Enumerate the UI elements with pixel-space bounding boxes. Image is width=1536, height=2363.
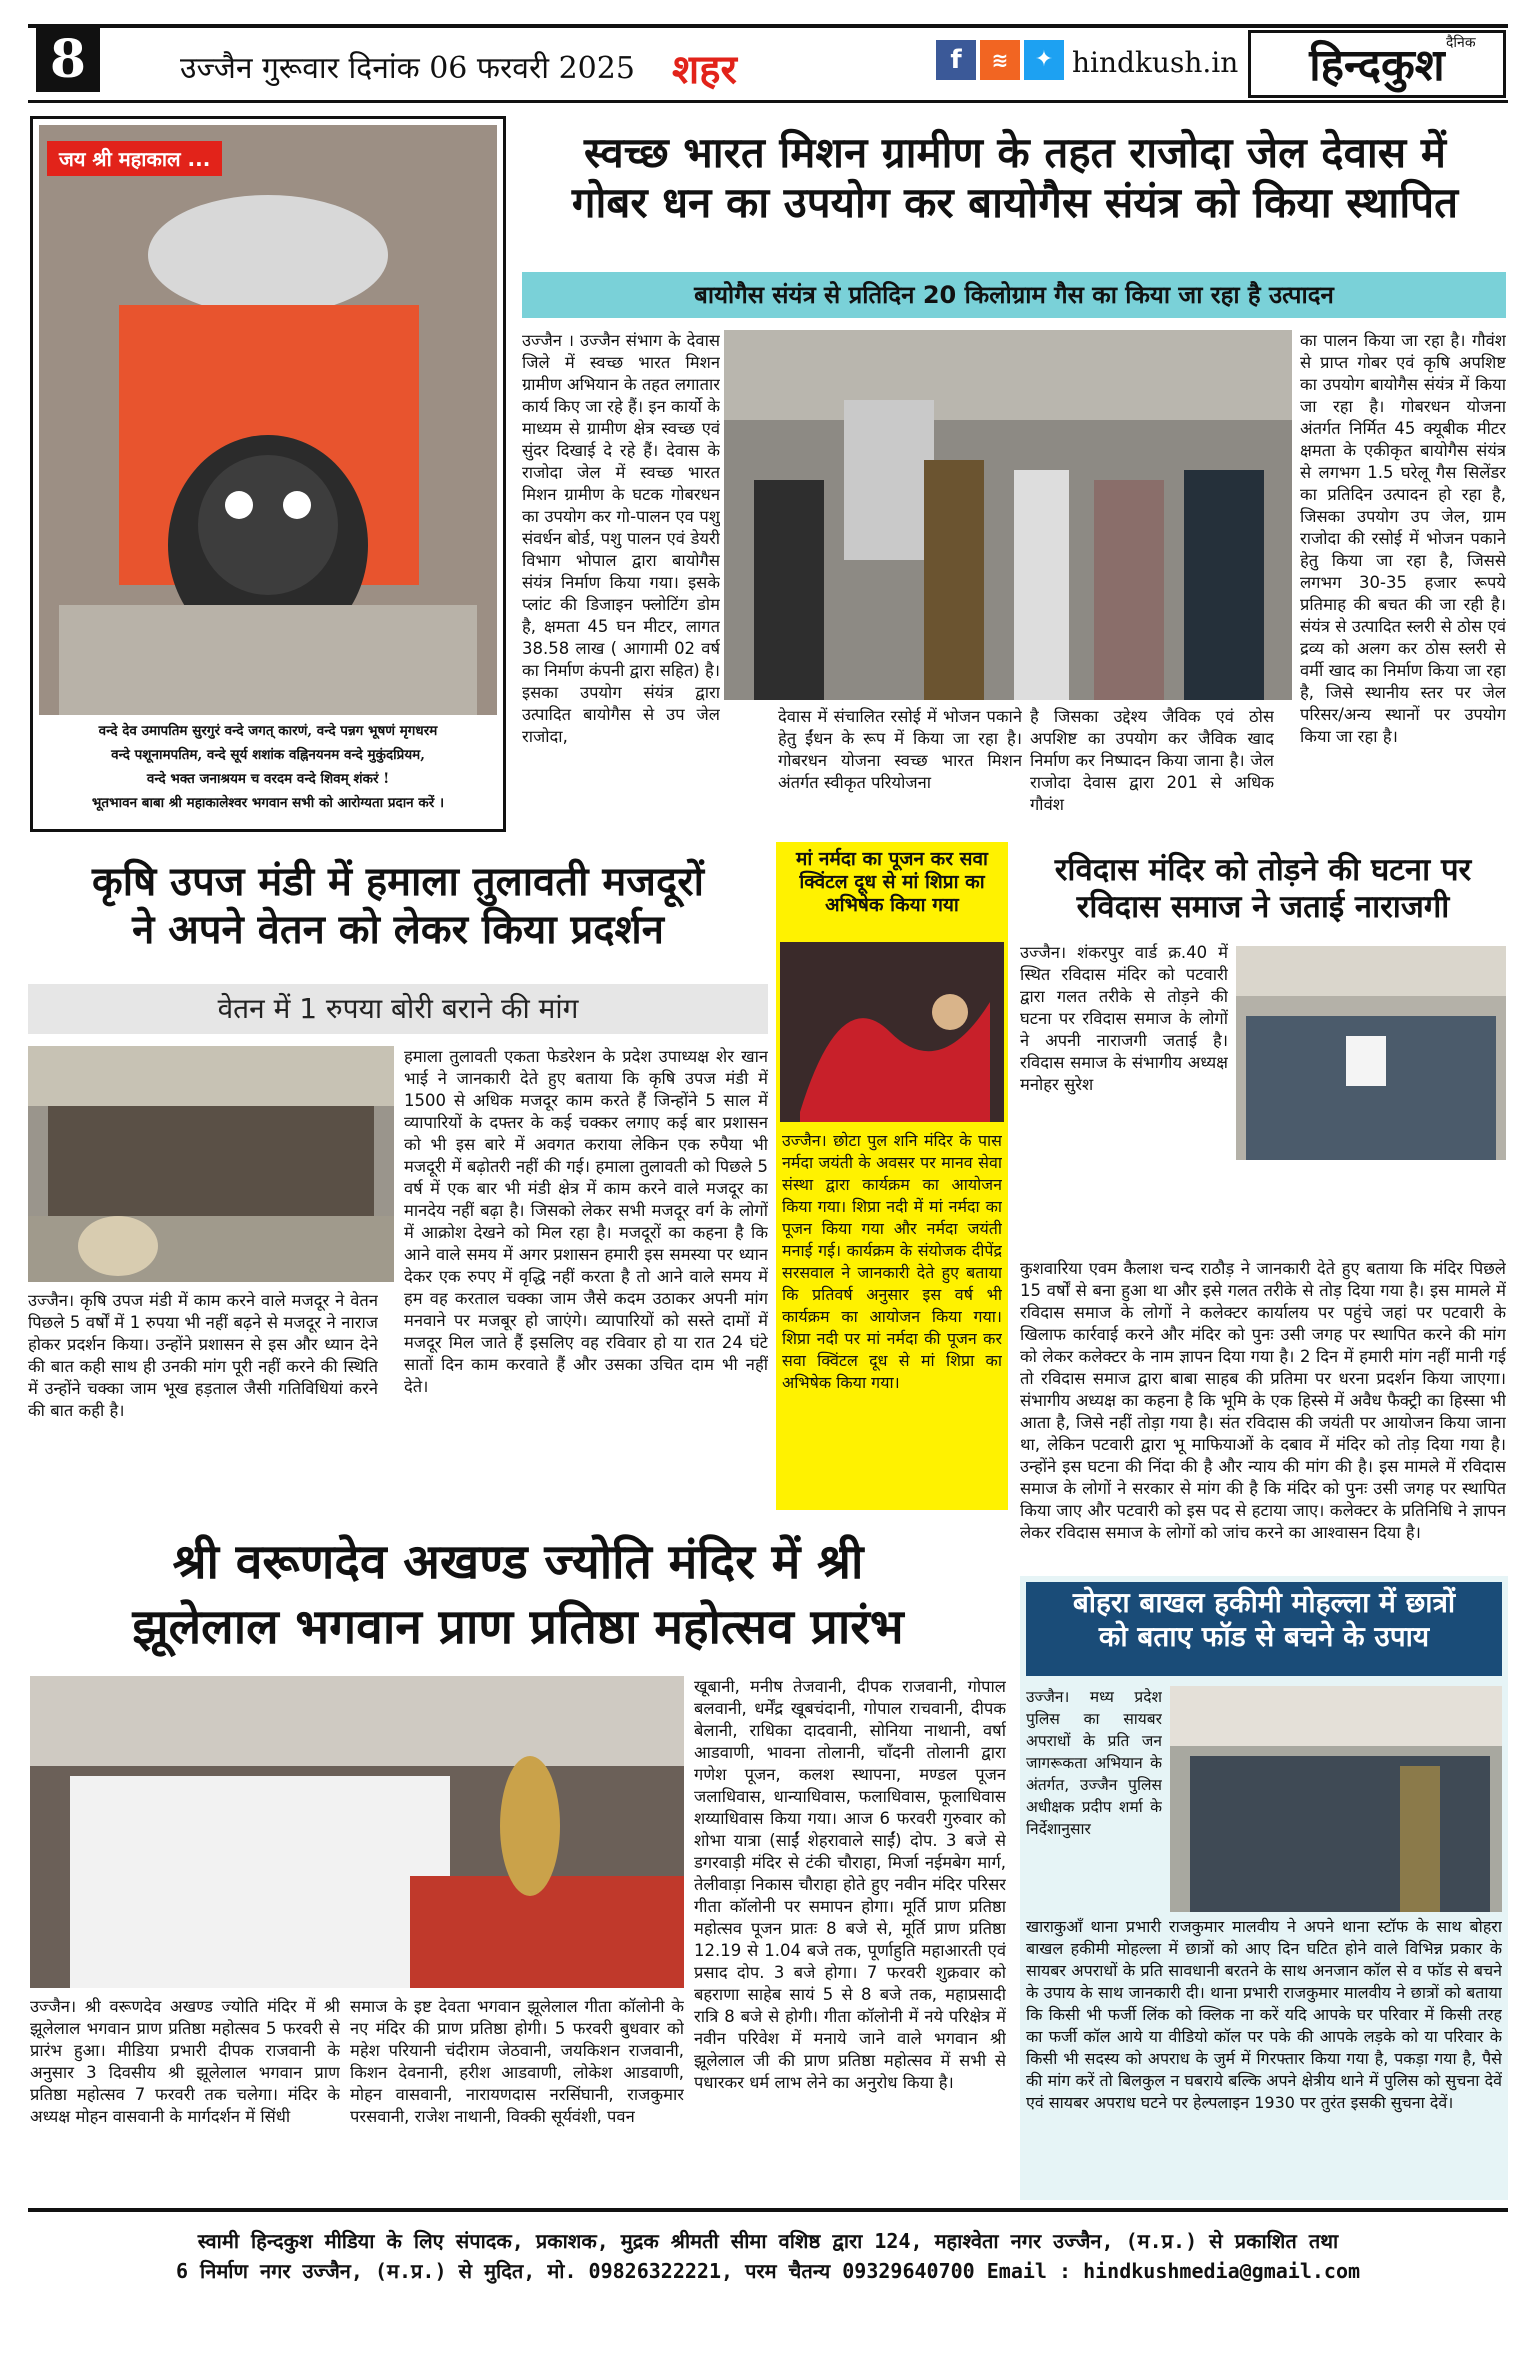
biogas-subhead: बायोगैस संयंत्र से प्रतिदिन 20 किलोग्राम गैस का किया जा रहा है उत्पादन (522, 272, 1506, 318)
imprint-line: 6 निर्माण नगर उज्जैन, (म.प्र.) से मुदित, मो. 09826322221, परम चैतन्य 09329640700 Email : hindkushmedia@gmail.com (175, 2259, 1361, 2283)
biogas-headline (520, 128, 1510, 229)
headline-line: झूलेलाल भगवान प्राण प्रतिष्ठा महोत्सव प्रारंभ (132, 1598, 904, 1655)
twitter-icon[interactable]: ✦ (1024, 40, 1064, 80)
biogas-col-4: का पालन किया जा रहा है। गौवंश से प्राप्त गोबर एवं कृषि अपशिष्ट का उपयोग बायोगैस संयंत्र में किया जा रहा है। गोबरधन योजना अंतर्गत निर्मित 45 क्यूबीक मीटर क्षमता के एकीकृत बायोगैस संयंत्र से लगभग 1.5 घरेलू गैस सिलेंडर का प्रतिदिन उत्पादन हो रहा है, जिसका उपयोग उप जेल, ग्राम राजोदा की रसोई में भोजन पकाने हेतु किया जा रहा है, जिससे लगभग 30-35 हजार रूपये प्रतिमाह की बचत की जा रही है। संयंत्र से उत्पादित स्लरी से ठोस एवं द्रव्य को अलग कर ठोस स्लरी से वर्मी खाद का निर्माण किया जा रहा है, जिसे स्थानीय स्तर पर जेल परिसर/अन्य स्थानों पर उपयोग किया जा रहा है। (1300, 331, 1506, 746)
biogas-col-3: है जिसका उद्देश्य जैविक एवं ठोस अपशिष्ट का उपयोग कर जैविक खाद निर्माण कर निष्पादन किया जाना है। जेल राजोदा देवास द्वारा 201 से अधिक गौवंश (1030, 707, 1274, 814)
mahakal-photo (39, 125, 497, 715)
bohra-box (1020, 1576, 1508, 2200)
bohra-body-bottom: खाराकुआँ थाना प्रभारी राजकुमार मालवीय ने अपने थाना स्टॉफ के साथ बोहरा बाखल हकीमी मोहल्ला में छात्रों को आए दिन घटित होने वाले विभिन्न प्रकार के सायबर अपराधों के प्रति सावधानी बरतने के साथ अनजान कॉल से व फॉड से बचने के उपाय के साथ जानकारी दी। थाना प्रभारी राजकुमार मालवीय ने छात्रों को बताया कि किसी भी फर्जी लिंक को क्लिक ना करें यदि आपके घर परिवार में किसी तरह का फर्जी कॉल आये या वीडियो कॉल पर पके की आपके लड़के को या परिवार के किसी भी सदस्य को अपराध के जुर्म में गिरफ्तार किया गया है, पकड़ा गया है, पैसे की मांग करें तो बिलकुल न घबराये बल्कि अपने क्षेत्रीय थाने में पुलिस को सुचना देवें एवं सायबर अपराध घटने पर हेल्पलाइन 1930 पर तुरंत इसकी सुचना देवें। (1026, 1917, 1502, 2112)
biogas-illustration (724, 330, 1292, 700)
headline-line: गोबर धन का उपयोग कर बायोगैस संयंत्र को किया स्थापित (571, 178, 1459, 228)
website-link[interactable]: hindkush.in (1072, 46, 1239, 79)
page-number: 8 (36, 28, 100, 92)
headline-line: रविदास समाज ने जताई नाराजगी (1076, 889, 1450, 926)
ravidas-photo (1236, 946, 1506, 1160)
bohra-illustration (1170, 1686, 1502, 1912)
caption-line: वन्दे भक्त जनाश्रयम च वरदम वन्दे शिवम् शंकरं ! (146, 771, 390, 787)
caption-line: भूतभावन बाबा श्री महाकालेश्वर भगवान सभी को आरोग्यता प्रदान करें । (91, 795, 445, 811)
headline-line: रविदास मंदिर को तोड़ने की घटना पर (1054, 852, 1472, 888)
mahakal-illustration (39, 125, 497, 715)
ravidas-illustration (1236, 946, 1506, 1160)
headline-line: स्वच्छ भारत मिशन ग्रामीण के तहत राजोदा जेल देवास में (584, 128, 1446, 177)
narmada-body: उज्जैन। छोटा पुल शनि मंदिर के पास नर्मदा जयंती के अवसर पर मानव सेवा संस्था द्वारा कार्यक्रम का आयोजन किया गया। शिप्रा नदी में मां नर्मदा का पूजन किया गया और नर्मदा जयंती मनाई गई। कार्यक्रम के संयोजक दीपेंद्र सरसवाल ने जानकारी देते हुए बताया कि प्रतिवर्ष अनुसार इस वर्ष भी कार्यक्रम का आयोजन किया गया। शिप्रा नदी पर मां नर्मदा की पूजन कर सवा क्विंटल दूध से मां शिप्रा का अभिषेक किया गया। (782, 1131, 1002, 1392)
caption-line: वन्दे देव उमापतिम सुरगुरं वन्दे जगत् कारणं, वन्दे पन्नग भूषणं मृगधरम (98, 723, 438, 739)
header-top-rule (28, 24, 1508, 28)
dateline: उज्जैन गुरूवार दिनांक 06 फरवरी 2025 (180, 51, 635, 86)
bohra-photo (1170, 1686, 1502, 1912)
bohra-body-top: उज्जैन। मध्य प्रदेश पुलिस का सायबर अपराधों के प्रति जन जागरूकता अभियान के अंतर्गत, उज्जैन पुलिस अधीक्षक प्रदीप शर्मा के निर्देशानुसार (1026, 1688, 1162, 1838)
mahakal-caption (39, 719, 497, 815)
masthead: हिन्दकुश (1248, 30, 1506, 98)
mandi-col-left: उज्जैन। कृषि उपज मंडी में काम करने वाले मजदूर ने वेतन पिछले 5 वर्षों में 1 रुपया भी नहीं बढ़ने से मजदूर ने नाराज होकर प्रदर्शन किया। उन्होंने प्रशासन से इस और ध्यान देने की बात कही साथ ही उनकी मांग पूरी नहीं करने की स्थिति में उन्होंने चक्का जाम भूख हड़ताल जैसी गतिविधियां करने की बात कही है। (28, 1291, 378, 1420)
caption-line: वन्दे पशूनामपतिम, वन्दे सूर्य शशांक वह्निनयनम वन्दे मुकुंदप्रियम, (111, 747, 425, 763)
biogas-col-1: उज्जैन । उज्जैन संभाग के देवास जिले में स्वच्छ भारत मिशन ग्रामीण अभियान के तहत लगातार कार्य किए जा रहे हैं। इन कार्यो के माध्यम से ग्रामीण क्षेत्र स्वच्छ एवं सुंदर दिखाई दे रहे हैं। देवास के राजोदा जेल में स्वच्छ भारत मिशन ग्रामीण के घटक गोबरधन का उपयोग कर गो-पालन एव पशु संवर्धन बोर्ड, पशु पालन एवं डेयरी विभाग भोपाल द्वारा बायोगैस संयंत्र निर्माण किया गया। इसके प्लांट की डिजाइन फ्लोटिंग डोम है, क्षमता 45 घन मीटर, लागत 38.58 लाख ( आगामी 02 वर्ष का निर्माण कंपनी द्वारा सहित) है। इसका उपयोग संयंत्र द्वारा उत्पादित बायोगैस से उप जेल राजोदा, (522, 331, 720, 746)
imprint-footer (28, 2208, 1508, 2320)
mandi-illustration (28, 1046, 394, 1282)
mahakal-box (30, 116, 506, 832)
narmada-illustration (780, 942, 1004, 1122)
mahakal-banner: जय श्री महाकाल ... (47, 141, 222, 176)
biogas-photo (724, 330, 1292, 700)
imprint-line: स्वामी हिन्दकुश मीडिया के लिए संपादक, प्रकाशक, मुद्रक श्रीमती सीमा वशिष्ठ द्वारा 124, महाश्वेता नगर उज्जैन, (म.प्र.) से प्रकाशित तथा (197, 2229, 1339, 2253)
mandi-photo (28, 1046, 394, 1282)
mandi-col-right: हमाला तुलावती एकता फेडरेशन के प्रदेश उपाध्यक्ष शेर खान भाई ने जानकारी देते हुए बताया कि कृषि उपज मंडी में 1500 से अधिक मजदूर काम करते हैं जिन्होंने 5 साल में व्यापारियों के दफ्तर के कई चक्कर लगाए कई बार प्रशासन को भी इस बारे में अवगत कराया लेकिन एक रुपैया भी मजदूरी में बढ़ोतरी नहीं की गई। हमाला तुलावती को पिछले 5 वर्ष में एक बार भी मंडी क्षेत्र में काम करने वाले मजदूर का मानदेय नहीं बढ़ा है। जिसको लेकर सभी मजदूर वर्ग के लोगों में आक्रोश देखने को मिल रहा है। मजदूरों का कहना है कि आने वाले समय में अगर प्रशासन हमारी इस समस्या पर ध्यान देकर एक रुपए में वृद्धि नहीं करता है तो आने वाले समय में हम वह करताल चक्का जाम जैसे कदम उठाकर अपनी मांग मनवाने पर मजबूर हो जाएंगे। व्यापारियों को सस्ते दामों में मजदूर मिल जाते हैं इसलिए वह रविवार हो या रात 24 घंटे सातों दिन काम करवाते हैं और उसका उचित दाम भी नहीं देते। (404, 1047, 768, 1396)
section-title: शहर (672, 47, 737, 93)
ravidas-body-top: उज्जैन। शंकरपुर वार्ड क्र.40 में स्थित रविदास मंदिर को पटवारी द्वारा गलत तरीके से तोड़ने की घटना पर रविदास समाज के लोगों ने अपनी नाराजगी जताई है। रविदास समाज के संभागीय अध्यक्ष मनोहर सुरेश (1020, 943, 1228, 1094)
ravidas-body-bottom: कुशवारिया एवम कैलाश चन्द राठौड़ ने जानकारी देते हुए बताया कि मंदिर पिछले 15 वर्षों से बना हुआ था और इसे गलत तरीके से तोड़ दिया गया है। इस मामले में रविदास समाज के लोगों ने कलेक्टर कार्यालय पर पहुंचे जहां पर पटवारी के खिलाफ कार्रवाई करने और मंदिर को पुनः उसी जगह पर स्थापित करने की मांग को लेकर कलेक्टर के नाम ज्ञापन दिया गया है। 2 दिन में हमारी मांग नहीं मानी गई तो रविदास समाज द्वारा बाबा साहब की प्रतिमा पर धरना प्रदर्शन किया जाएगा। संभागीय अध्यक्ष का कहना है कि भूमि के एक हिस्से में अवैध फैक्ट्री का हिस्सा भी आता है, जिसे नहीं तोड़ा गया है। संत रविदास की जयंती पर आयोजन किया जाना था, लेकिन पटवारी द्वारा भू माफियाओं के दबाव में मंदिर को तोड़ दिया गया है। उन्होंने इस घटना की निंदा की है और न्याय की मांग की है। इस मामले में रविदास समाज के लोगों ने सरकार से मांग की है कि मंदिर को पुनः उसी जगह पर स्थापित किया जाए और पटवारी को इस पद से हटाया जाए। कलेक्टर के प्रतिनिधि ने ज्ञापन लेकर रविदास समाज के लोगों को जांच करने का आश्वासन दिया है। (1020, 1259, 1506, 1542)
jhulelal-col-right: खूबानी, मनीष तेजवानी, दीपक राजवानी, गोपाल बलवानी, धर्मेंद्र खूबचंदानी, गोपाल राचवानी, दीपक बेलानी, राधिका दादवानी, सोनिया नाथानी, वर्षा आडवाणी, भावना तोलानी, चाँदनी तोलानी द्वारा गणेश पूजन, कलश स्थापना, मण्डल पूजन जलाधिवास, धान्याधिवास, फलाधिवास, फूलाधिवास शय्याधिवास किया गया। आज 6 फरवरी गुरुवार को शोभा यात्रा (साईं शेहरावाले साईं) दोप. 3 बजे से डगरवाड़ी मंदिर से टंकी चौराहा, मिर्जा नईमबेग मार्ग, तेलीवाड़ा निकास चौराहा होते हुए नवीन मंदिर परिसर गीता कॉलोनी पर समापन होगा। मूर्ति प्राण प्रतिष्ठा महोत्सव पूजन प्रातः 8 बजे से, मूर्ति प्राण प्रतिष्ठा 12.19 से 1.04 बजे तक, पूर्णाहुति महाआरती एवं प्रसाद दोप. 3 बजे होगा। 7 फरवरी शुक्रवार को बहराणा साहेब सायं 5 से 8 बजे तक, महाप्रसादी रात्रि 8 बजे से होगी। गीता कॉलोनी में नये परिक्षेत्र में नवीन परिवेश में मनाये जाने वाले भगवान श्री झूलेलाल जी की प्राण प्रतिष्ठा महोत्सव में सभी से पधारकर धर्म लाभ लेने का अनुरोध किया है। (694, 1677, 1006, 2092)
biogas-col-2: देवास में संचालित रसोई में भोजन पकाने हेतु ईंधन के रूप में किया जा रहा है। गोबरधन योजना स्वच्छ भारत मिशन अंतर्गत स्वीकृत परियोजना (778, 707, 1022, 792)
bohra-headline (1026, 1582, 1502, 1676)
headline-line: को बताए फॉड से बचने के उपाय (1098, 1619, 1430, 1653)
jhulelal-headline (28, 1530, 1008, 1660)
jhulelal-col-left: उज्जैन। श्री वरूणदेव अखण्ड ज्योति मंदिर में श्री झूलेलाल भगवान प्राण प्रतिष्ठा महोत्सव 5 फरवरी से प्रारंभ हुआ। मीडिया प्रभारी दीपक राजवानी के अनुसार 3 दिवसीय श्री झूलेलाल भगवान प्राण प्रतिष्ठा महोत्सव 7 फरवरी तक चलेगा। मंदिर के अध्यक्ष मोहन वासवानी के मार्गदर्शन में सिंधी (30, 1997, 340, 2126)
rss-icon[interactable]: ≋ (980, 40, 1020, 80)
jhulelal-col-mid: समाज के इष्ट देवता भगवान झूलेलाल गीता कॉलोनी के नए मंदिर की प्राण प्रतिष्ठा होगी। 5 फरवरी बुधवार को महेश परियानी चंदीराम जेठवानी, जयकिशन राजवानी, किशन देवनानी, हरीश आडवाणी, लोकेश आडवाणी, मोहन वासवानी, नारायणदास नरसिंघानी, राजकुमार परसवानी, राजेश नाथानी, विक्की सूर्यवंशी, पवन (350, 1997, 684, 2126)
mandi-headline (28, 858, 768, 954)
narmada-box (776, 842, 1008, 1510)
headline-line: ने अपने वेतन को लेकर किया प्रदर्शन (132, 907, 664, 953)
masthead-daily: दैनिक (1446, 35, 1476, 51)
jhulelal-photo (30, 1676, 684, 1988)
mandi-subhead: वेतन में 1 रुपया बोरी बराने की मांग (28, 984, 768, 1034)
header-bottom-rule (28, 100, 1508, 103)
ravidas-headline (1018, 852, 1508, 926)
jhulelal-illustration (30, 1676, 684, 1988)
headline-line: बोहरा बाखल हकीमी मोहल्ला में छात्रों (1072, 1586, 1456, 1619)
facebook-icon[interactable]: f (936, 40, 976, 80)
narmada-photo (780, 942, 1004, 1122)
headline-line: श्री वरूणदेव अखण्ड ज्योति मंदिर में श्री (172, 1534, 864, 1590)
headline-line: कृषि उपज मंडी में हमाला तुलावती मजदूरों (92, 859, 704, 905)
narmada-headline: मां नर्मदा का पूजन कर सवा क्विंटल दूध से मां शिप्रा का अभिषेक किया गया (796, 848, 988, 916)
